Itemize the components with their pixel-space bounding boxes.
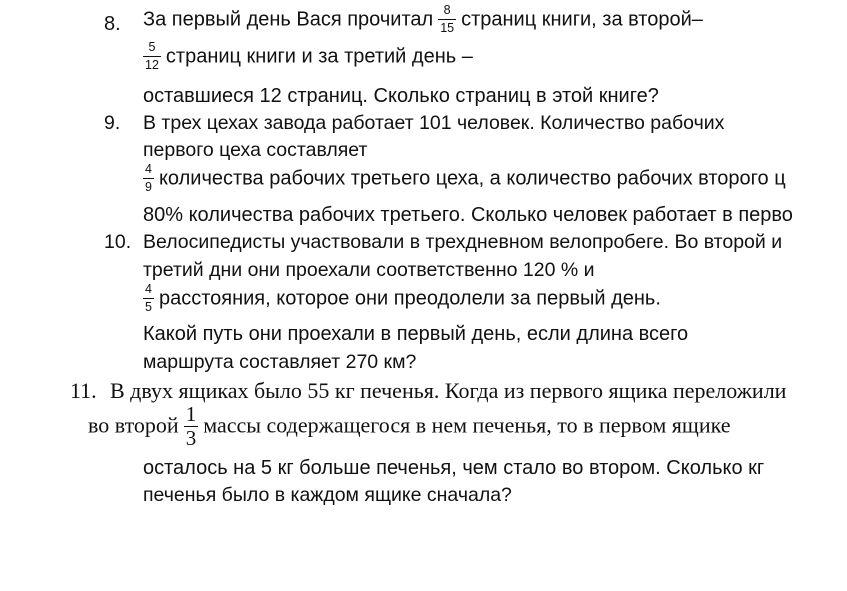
problem-text: массы содержащегося в нем печенья, то в первом ящике [203,412,731,438]
problem-line: третий дни они проехали соответственно 120 % и [143,259,595,281]
problem-number: 9. [104,112,121,134]
problem-number: 8. [104,13,121,35]
problem-number: 10. [104,231,132,253]
problem-text: количества рабочих третьего цеха, а количество рабочих второго ц [158,167,786,190]
problem-line [138,42,473,72]
fraction-denominator: 9 [145,179,152,194]
fraction-numerator: 4 [145,162,152,176]
problem-text: страниц книги, за второй– [461,8,703,31]
fraction-bar [438,19,456,20]
fraction-numerator: 1 [185,402,197,426]
problem-line: осталось на 5 кг больше печенья, чем стало во втором. Сколько кг [143,457,765,479]
fraction-denominator: 3 [185,426,197,450]
problem-line: Какой путь они проехали в первый день, если длина всего [143,323,689,345]
problem-text: страниц книги и за третий день – [165,45,473,68]
problem-text: За первый день Вася прочитал [143,8,434,31]
fraction [143,283,154,313]
fraction [143,41,161,71]
fraction [184,404,199,449]
problem-line: маршрута составляет 270 км? [143,351,417,373]
problem-line: 80% количества рабочих третьего. Сколько человек работает в перво [143,204,793,226]
problem-text: во второй [88,412,179,438]
problem-line: Велосипедисты участвовали в трехдневном велопробеге. Во второй и [143,231,783,253]
problem-line [88,402,731,450]
problem-line: В двух ящиках было 55 кг печенья. Когда из первого ящика переложили [110,378,787,403]
fraction-bar [143,56,161,57]
problem-line: В трех цехах завода работает 101 человек. Количество рабочих [143,112,725,134]
problem-line: печенья было в каждом ящике сначала? [143,484,512,506]
fraction [143,163,154,193]
fraction-bar [143,298,154,299]
fraction-numerator: 5 [148,40,156,54]
fraction-numerator: 8 [443,3,451,17]
fraction-denominator: 5 [145,299,152,314]
fraction-numerator: 4 [145,282,152,296]
fraction-bar [143,178,154,179]
problem-line: первого цеха составляет [143,139,368,161]
problem-number: 11. [70,378,97,403]
problem-text: расстояния, которое они преодолели за первый день. [158,287,661,310]
fraction-denominator: 15 [440,20,455,35]
problem-line: оставшиеся 12 страниц. Сколько страниц в этой книге? [143,85,659,107]
problem-line [143,5,703,35]
problem-line [138,284,661,314]
fraction [438,4,456,34]
fraction-denominator: 12 [145,57,159,72]
problem-line [138,164,786,194]
